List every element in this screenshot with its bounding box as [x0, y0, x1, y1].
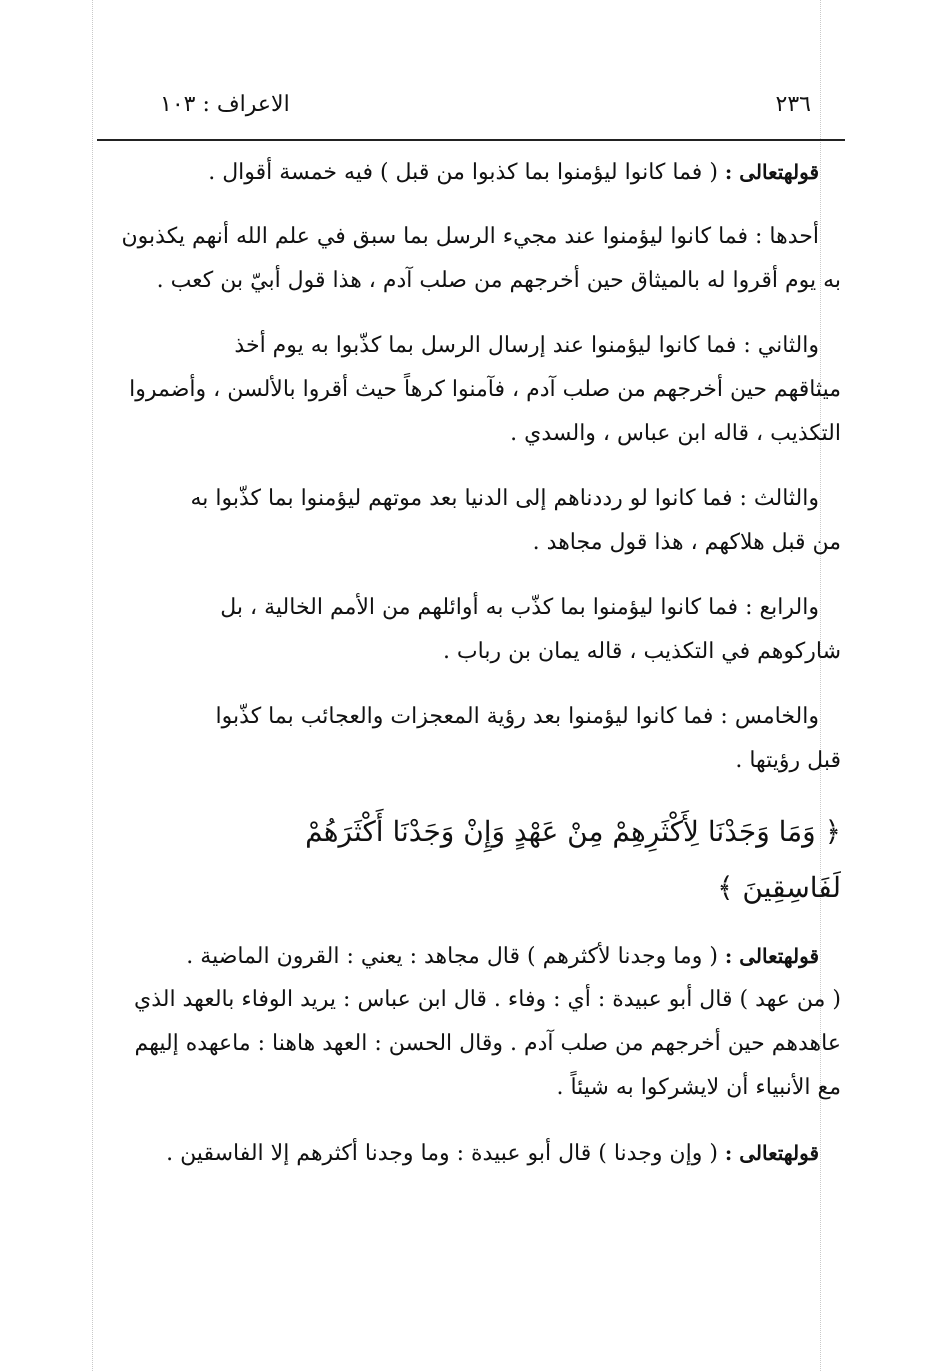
paragraph [108, 215, 841, 303]
page-number: ٢٣٦ [775, 91, 811, 117]
lead-phrase: قولهتعالى : [724, 1141, 819, 1165]
page-header [160, 88, 811, 120]
text-line: والرابع : فما كانوا ليؤمنوا بما كذّب به أوائلهم من الأمم الخالية ، بل [220, 595, 819, 620]
text-line: به يوم أقروا له بالميثاق حين أخرجهم من صلب آدم ، هذا قول أبيّ بن كعب . [156, 268, 841, 293]
text-line: ( من عهد ) قال أبو عبيدة : أي : وفاء . قال ابن عباس : يريد الوفاء بالعهد الذي [133, 987, 841, 1012]
text-line: أحدها : فما كانوا ليؤمنوا عند مجيء الرسل بما سبق في علم الله أنهم يكذبون [121, 224, 819, 249]
lead-phrase: قولهتعالى : [724, 160, 819, 184]
text-line: شاركوهم في التكذيب ، قاله يمان بن رباب . [442, 639, 841, 664]
text-line: مع الأنبياء أن لايشركوا به شيئاً . [556, 1075, 841, 1100]
header-rule [97, 139, 845, 141]
paragraph [108, 477, 841, 565]
verse-line: لَفَاسِقِينَ ﴾ [717, 871, 841, 904]
lead-phrase: قولهتعالى : [724, 944, 819, 968]
paragraph [108, 586, 841, 674]
quran-verse [108, 804, 841, 916]
text-line: ميثاقهم حين أخرجهم من صلب آدم ، فآمنوا كرهاً حيث أقروا بالألسن ، وأضمروا [129, 377, 841, 402]
paragraph [108, 150, 841, 194]
text-line: والخامس : فما كانوا ليؤمنوا بعد رؤية المعجزات والعجائب بما كذّبوا [215, 704, 819, 729]
page-body [108, 150, 841, 1196]
text-line: التكذيب ، قاله ابن عباس ، والسدي . [510, 421, 841, 446]
text-line: قولهتعالى : ( فما كانوا ليؤمنوا بما كذبوا من قبل ) فيه خمسة أقوال . [208, 160, 819, 185]
text-line: قبل رؤيتها . [735, 748, 841, 773]
margin-guide-left [92, 0, 93, 1371]
paragraph [108, 324, 841, 456]
text-line: من قبل هلاكهم ، هذا قول مجاهد . [532, 530, 841, 555]
text-line: قولهتعالى : ( وما وجدنا لأكثرهم ) قال مجاهد : يعني : القرون الماضية . [186, 944, 819, 969]
text-line: قولهتعالى : ( وإن وجدنا ) قال أبو عبيدة : وما وجدنا أكثرهم إلا الفاسقين . [166, 1141, 819, 1166]
text-line: والثالث : فما كانوا لو رددناهم إلى الدنيا بعد موتهم ليؤمنوا بما كذّبوا به [190, 486, 819, 511]
text-line: والثاني : فما كانوا ليؤمنوا عند إرسال الرسل بما كذّبوا به يوم أخذ [234, 333, 819, 358]
running-title: الاعراف : ١٠٣ [160, 91, 290, 117]
text-line: عاهدهم حين أخرجهم من صلب آدم . وقال الحسن : العهد هاهنا : ماعهده إليهم [134, 1031, 841, 1056]
commentary-paragraph [108, 934, 841, 1110]
commentary-paragraph [108, 1131, 841, 1175]
verse-line: ﴿ وَمَا وَجَدْنَا لِأَكْثَرِهِمْ مِنْ عَهْدٍ وَإِنْ وَجَدْنَا أَكْثَرَهُمْ [305, 815, 841, 848]
paragraph [108, 695, 841, 783]
